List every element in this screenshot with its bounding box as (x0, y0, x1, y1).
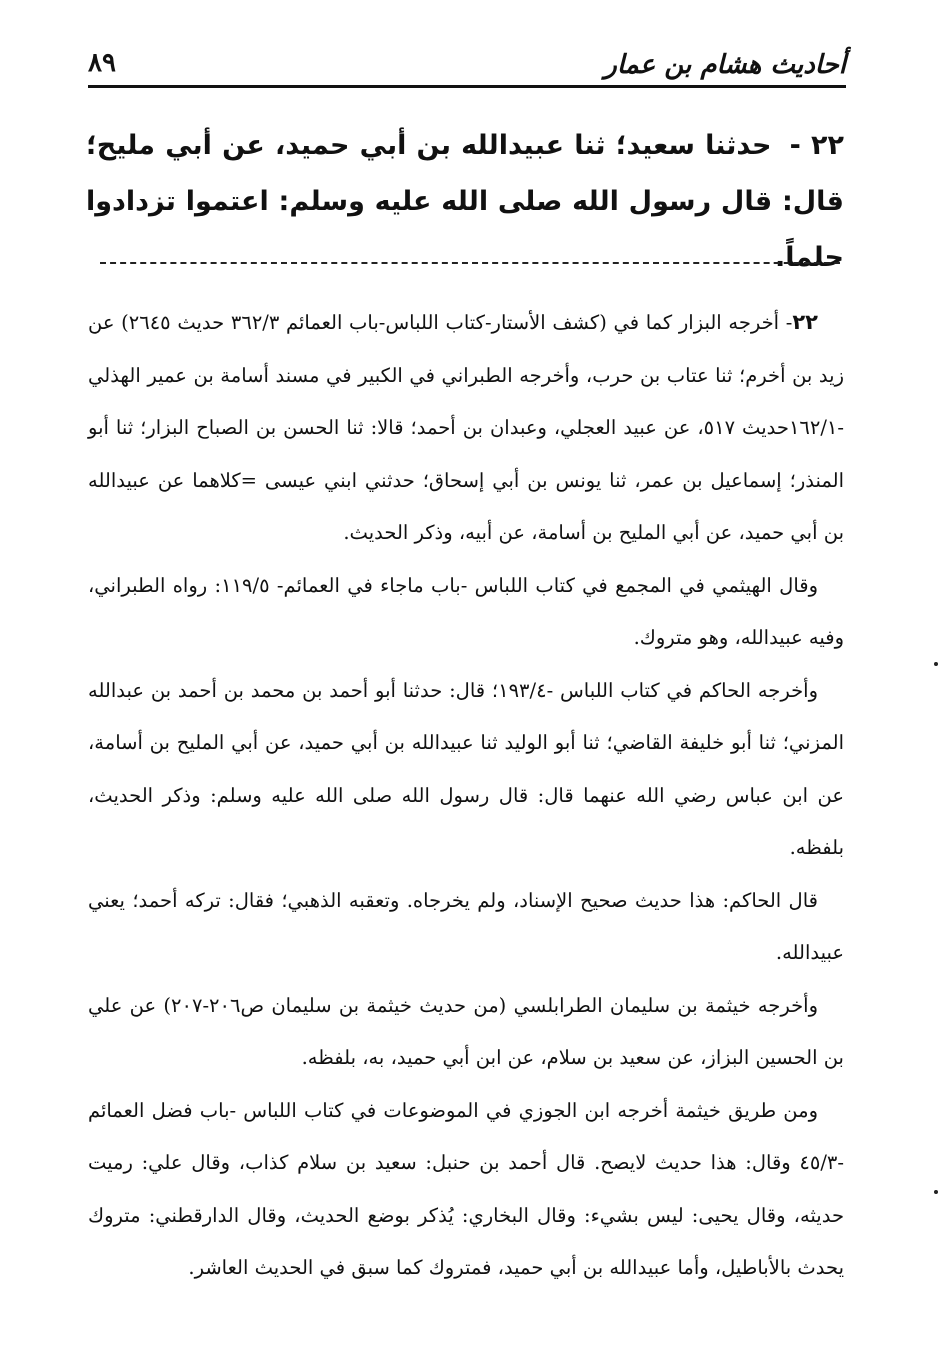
page-number: ٨٩ (88, 48, 116, 78)
footnote-paragraph: وأخرجه خيثمة بن سليمان الطرابلسي (من حديث خيثمة بن سليمان ص٢٠٦-٢٠٧) عن علي بن الحسين البزاز، عن سعيد بن سلام، عن ابن أبي حميد، به، بلفظه. (88, 993, 844, 1069)
footnotes (88, 296, 844, 1295)
running-title: أحاديث هشام بن عمار (604, 50, 846, 80)
scan-speck (934, 1190, 938, 1194)
header-rule (88, 85, 846, 88)
hadith-body: حدثنا سعيد؛ ثنا عبيدالله بن أبي حميد، عن أبي مليح؛ قال: قال رسول الله صلى الله عليه وسلم: اعتموا تزدادوا حلماً. (86, 130, 844, 273)
hadith-number: ٢٢ - (789, 130, 845, 161)
footnote-paragraph: وقال الهيثمي في المجمع في كتاب اللباس -باب ماجاء في العمائم- ١١٩/٥: رواه الطبراني، وفيه عبيدالله، وهو متروك. (88, 573, 844, 649)
footnote-divider (100, 262, 840, 264)
footnote-paragraph (88, 296, 844, 560)
scan-speck (934, 662, 938, 666)
footnote-paragraph: قال الحاكم: هذا حديث صحيح الإسناد، ولم يخرجاه. وتعقبه الذهبي؛ فقال: تركه أحمد؛ يعني عبيدالله. (88, 888, 844, 964)
hadith-text (86, 118, 844, 286)
footnote-paragraph: وأخرجه الحاكم في كتاب اللباس -١٩٣/٤؛ قال: حدثنا أبو أحمد بن محمد بن أحمد بن عبدالله المزني؛ ثنا أبو خليفة القاضي؛ ثنا أبو الوليد ثنا عبيدالله بن أبي حميد، عن أبي المليح بن أسامة، عن ابن عباس رضي الله عنهما قال: قال رسول الله صلى الله عليه وسلم: وذكر الحديث، بلفظه. (88, 678, 844, 859)
footnote-paragraph: ومن طريق خيثمة أخرجه ابن الجوزي في الموضوعات في كتاب اللباس -باب فضل العمائم -٤٥/٣ وقال: هذا حديث لايصح. قال أحمد بن حنبل: سعيد بن سلام كذاب، وقال علي: رميت حديثه، وقال يحيى: ليس بشيء: وقال البخاري: يُذكر بوضع الحديث، وقال الدارقطني: متروك يحدث بالأباطيل، وأما عبيدالله بن أبي حميد، فمتروك كما سبق في الحديث العاشر. (88, 1098, 844, 1279)
page-header (88, 44, 846, 88)
footnote-text: - أخرجه البزار كما في (كشف الأستار-كتاب اللباس-باب العمائم ٣٦٢/٣ حديث ٢٦٤٥) عن زيد بن أخرم؛ ثنا عتاب بن حرب، وأخرجه الطبراني في الكبير في مسند أسامة بن عمير الهذلي -١٦٢/١حديث ٥١٧، عن عبيد العجلي، وعبدان بن أحمد؛ قالا: ثنا الحسن بن الصباح البزار؛ ثنا أبو المنذر؛ إسماعيل بن عمر، ثنا يونس بن أبي إسحاق؛ حدثني ابني عيسى =كلاهما عن عبيدالله بن أبي حميد، عن أبي المليح بن أسامة، عن أبيه، وذكر الحديث. (88, 311, 844, 544)
footnote-number: ٢٢ (792, 310, 818, 334)
